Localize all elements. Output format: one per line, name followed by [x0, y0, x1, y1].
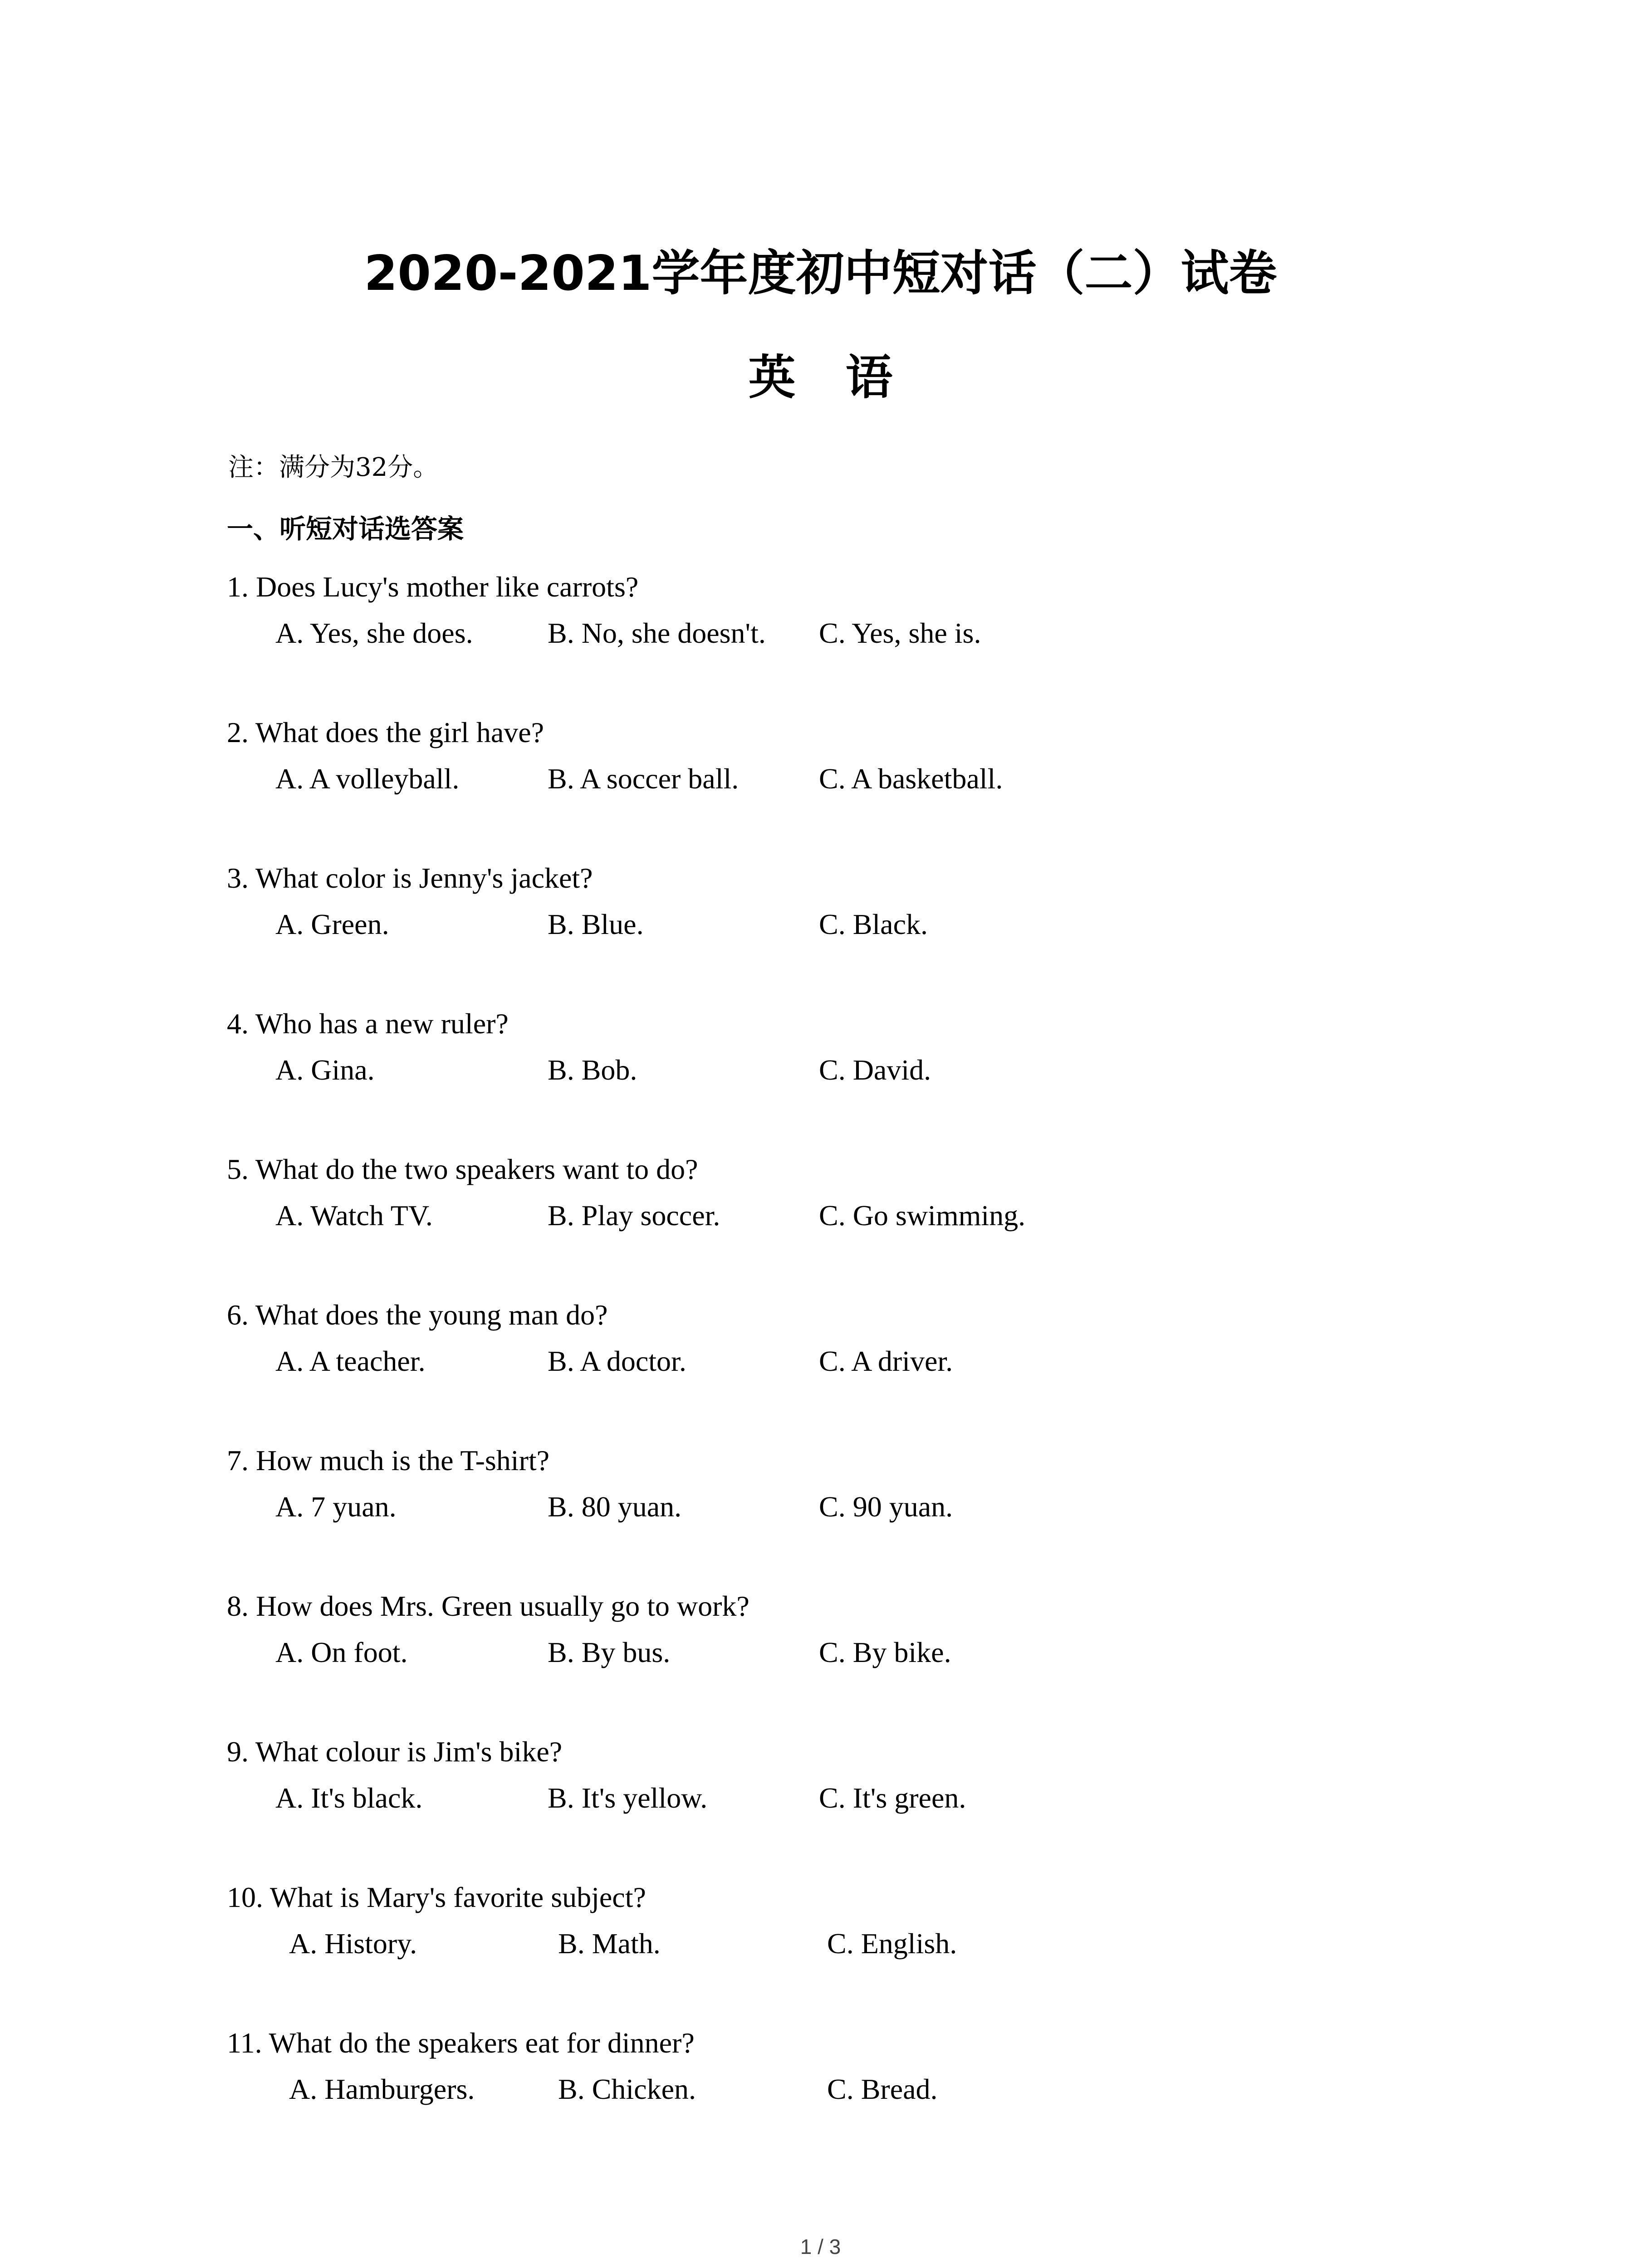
question-text: 3. What color is Jenny's jacket? [227, 862, 593, 894]
option-c: C. 90 yuan. [819, 1491, 953, 1523]
option-b: B. No, she doesn't. [548, 617, 766, 649]
question-7 [0, 1446, 1641, 1546]
option-a: A. Gina. [275, 1054, 375, 1086]
section-heading: 一、听短对话选答案 [227, 513, 464, 544]
option-a: A. Hamburgers. [289, 2073, 475, 2105]
question-text: 5. What do the two speakers want to do? [227, 1153, 698, 1185]
option-c: C. Bread. [827, 2073, 938, 2105]
option-c: C. It's green. [819, 1782, 966, 1814]
option-c: C. By bike. [819, 1636, 951, 1668]
question-text: 4. Who has a new ruler? [227, 1007, 509, 1040]
question-2 [0, 718, 1641, 818]
question-text: 11. What do the speakers eat for dinner? [227, 2027, 695, 2059]
option-b: B. A doctor. [548, 1345, 686, 1377]
question-text: 2. What does the girl have? [227, 716, 544, 748]
option-b: B. A soccer ball. [548, 763, 739, 795]
option-c: C. Go swimming. [819, 1199, 1026, 1232]
question-text: 1. Does Lucy's mother like carrots? [227, 571, 639, 603]
option-a: A. A volleyball. [275, 763, 460, 795]
option-c: C. English. [827, 1927, 957, 1960]
option-a: A. Watch TV. [275, 1199, 433, 1232]
question-1 [0, 572, 1641, 672]
option-b: B. Bob. [548, 1054, 637, 1086]
question-text: 10. What is Mary's favorite subject? [227, 1881, 646, 1913]
option-b: B. Chicken. [558, 2073, 696, 2105]
option-a: A. Yes, she does. [275, 617, 473, 649]
option-b: B. It's yellow. [548, 1782, 708, 1814]
option-a: A. 7 yuan. [275, 1491, 397, 1523]
exam-subject: 英语 [748, 349, 943, 405]
question-9 [0, 1737, 1641, 1837]
option-a: A. On foot. [275, 1636, 408, 1668]
option-c: C. A basketball. [819, 763, 1003, 795]
option-b: B. Play soccer. [548, 1199, 720, 1232]
question-4 [0, 1009, 1641, 1109]
option-a: A. It's black. [275, 1782, 423, 1814]
option-c: C. Black. [819, 908, 928, 940]
option-c: C. Yes, she is. [819, 617, 981, 649]
question-text: 8. How does Mrs. Green usually go to work? [227, 1590, 749, 1622]
question-11 [0, 2028, 1641, 2128]
question-3 [0, 864, 1641, 963]
option-a: A. A teacher. [275, 1345, 426, 1377]
option-c: C. A driver. [819, 1345, 953, 1377]
question-text: 9. What colour is Jim's bike? [227, 1735, 563, 1768]
question-10 [0, 1883, 1641, 1983]
exam-title: 2020-2021学年度初中短对话（二）试卷 [364, 245, 1277, 301]
question-8 [0, 1592, 1641, 1691]
question-text: 7. How much is the T-shirt? [227, 1444, 550, 1476]
question-text: 6. What does the young man do? [227, 1299, 608, 1331]
option-c: C. David. [819, 1054, 931, 1086]
score-note: 注：满分为32分。 [228, 453, 439, 482]
option-a: A. History. [289, 1927, 417, 1960]
option-b: B. Blue. [548, 908, 644, 940]
page-number: 1 / 3 [800, 2235, 841, 2258]
option-b: B. 80 yuan. [548, 1491, 682, 1523]
question-6 [0, 1300, 1641, 1400]
option-b: B. By bus. [548, 1636, 671, 1668]
option-b: B. Math. [558, 1927, 661, 1960]
question-5 [0, 1155, 1641, 1255]
option-a: A. Green. [275, 908, 389, 940]
